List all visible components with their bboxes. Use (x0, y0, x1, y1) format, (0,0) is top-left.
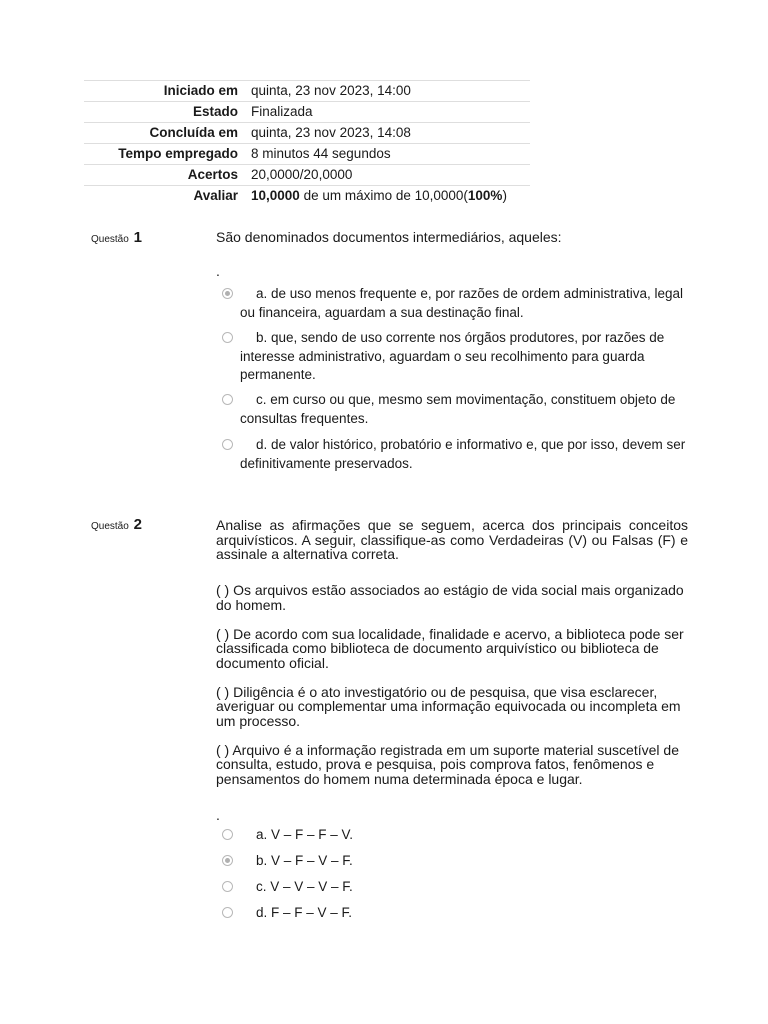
grade-label: Avaliar (84, 186, 251, 207)
option-label: b. que, sendo de uso corrente nos órgãos produtores, por razões de interesse administrativo, aguardam o seu recolhimento para guarda permanente. (240, 330, 665, 382)
q2-option-a[interactable] (222, 826, 692, 845)
summary-label: Estado (84, 102, 251, 123)
radio-icon[interactable] (222, 829, 233, 840)
option-label: c. em curso ou que, mesmo sem movimentação, constituem objeto de consultas frequentes. (240, 392, 676, 426)
radio-icon[interactable] (222, 332, 233, 343)
q2-option-c[interactable] (222, 878, 692, 897)
q1-option-d[interactable] (222, 436, 692, 473)
radio-icon[interactable] (222, 881, 233, 892)
summary-value: quinta, 23 nov 2023, 14:00 (251, 81, 530, 102)
grade-middle: de um máximo de 10,0000( (299, 188, 468, 203)
radio-icon[interactable] (222, 394, 233, 405)
question-2-statements (216, 583, 688, 801)
summary-label: Acertos (84, 165, 251, 186)
summary-label: Iniciado em (84, 81, 251, 102)
statement: ( ) De acordo com sua localidade, finalidade e acervo, a biblioteca pode ser classificada como biblioteca de documento arquivístico ou biblioteca de documento oficial. (216, 625, 684, 671)
question-prefix: Questão (91, 521, 129, 532)
question-prefix: Questão (91, 234, 129, 245)
grade-value (251, 186, 530, 207)
question-1-text: São denominados documentos intermediários, aqueles: (216, 229, 562, 245)
statement: ( ) Diligência é o ato investigatório ou de pesquisa, que visa esclarecer, averiguar ou complementar uma informação equivocada ou incompleta em um processo. (216, 683, 681, 729)
summary-row (84, 102, 530, 123)
option-label: a. de uso menos frequente e, por razões de ordem administrativa, legal ou financeira, aguardam a sua destinação final. (240, 286, 683, 320)
question-1-info (91, 229, 142, 246)
summary-value: quinta, 23 nov 2023, 14:08 (251, 123, 530, 144)
summary-value: 8 minutos 44 segundos (251, 144, 530, 165)
option-label: a. V – F – F – V. (256, 827, 354, 842)
grade-percent: 100% (467, 188, 503, 203)
option-label: b. V – F – V – F. (256, 853, 353, 868)
q1-option-a[interactable] (222, 285, 692, 322)
q2-option-d[interactable] (222, 904, 692, 923)
q2-option-b[interactable] (222, 852, 692, 871)
question-2-intro: Analise as afirmações que se seguem, acerca dos principais conceitos arquivísticos. A seguir, classifique-as como Verdadeiras (V) ou Falsas (F) e assinale a alternativa correta. (216, 517, 688, 562)
q1-option-b[interactable] (222, 329, 692, 385)
grade-score: 10,0000 (251, 188, 300, 203)
statement: ( ) Arquivo é a informação registrada em um suporte material suscetível de consulta, estudo, prova e pesquisa, pois comprova fatos, fenômenos e pensamentos do homem numa determinada época e lugar. (216, 741, 679, 787)
question-2-info (91, 516, 142, 533)
summary-row (84, 144, 530, 165)
grade-row (84, 186, 530, 207)
attempt-summary-table (84, 80, 530, 206)
radio-icon[interactable] (222, 907, 233, 918)
summary-row (84, 123, 530, 144)
radio-selected-icon[interactable] (222, 288, 233, 299)
option-label: d. de valor histórico, probatório e informativo e, que por isso, devem ser definitivamente preservados. (240, 437, 686, 471)
summary-row (84, 165, 530, 186)
radio-icon[interactable] (222, 439, 233, 450)
radio-selected-icon[interactable] (222, 855, 233, 866)
summary-value: Finalizada (251, 102, 530, 123)
q1-option-c[interactable] (222, 391, 692, 428)
summary-label: Tempo empregado (84, 144, 251, 165)
grade-end: ) (502, 188, 507, 203)
question-number: 1 (133, 229, 142, 246)
option-label: c. V – V – V – F. (256, 879, 353, 894)
summary-value: 20,0000/20,0000 (251, 165, 530, 186)
summary-label: Concluída em (84, 123, 251, 144)
question-1-dot: . (216, 263, 220, 279)
option-label: d. F – F – V – F. (256, 905, 353, 920)
statement: ( ) Os arquivos estão associados ao estágio de vida social mais organizado do homem. (216, 582, 684, 613)
summary-row (84, 81, 530, 102)
question-number: 2 (133, 516, 142, 533)
question-2-dot: . (216, 807, 220, 823)
